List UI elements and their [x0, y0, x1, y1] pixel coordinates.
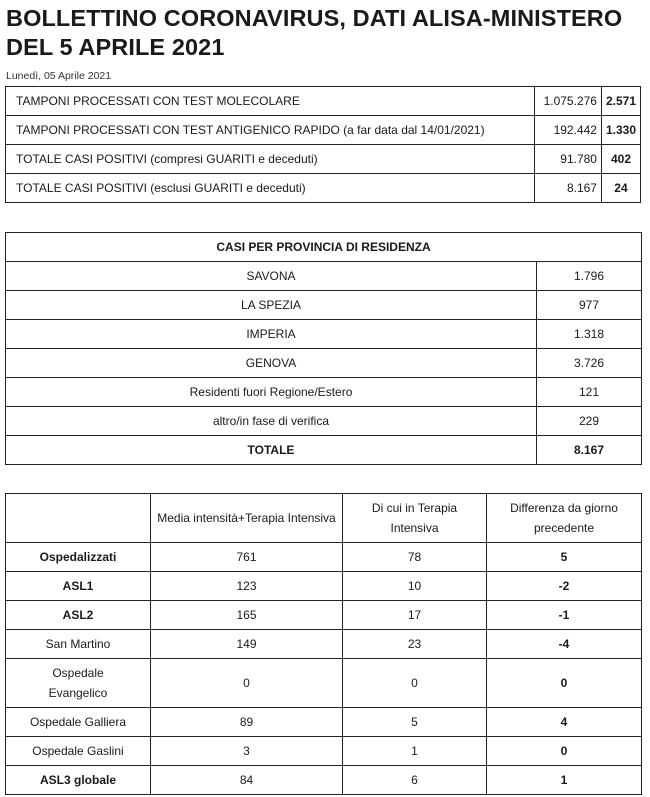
- province-row: [6, 291, 642, 320]
- hospital-name: Ospedalizzati: [6, 543, 151, 572]
- summary-diff: 24: [601, 174, 640, 203]
- page-title: BOLLETTINO CORONAVIRUS, DATI ALISA-MINISTERO DEL 5 APRILE 2021: [6, 5, 623, 60]
- province-header: CASI PER PROVINCIA DI RESIDENZA: [6, 233, 642, 262]
- province-value: 977: [537, 291, 642, 320]
- hospital-column-header: [6, 494, 151, 543]
- hospital-diff: 0: [487, 737, 642, 766]
- summary-label: TAMPONI PROCESSATI CON TEST MOLECOLARE: [6, 87, 535, 116]
- summary-diff: 1.330: [601, 116, 640, 145]
- hospital-diff: 5: [487, 543, 642, 572]
- province-value: 3.726: [537, 349, 642, 378]
- hospital-table: [5, 493, 642, 795]
- hospital-row: [6, 766, 642, 795]
- summary-row: [6, 174, 641, 203]
- hospital-name: Ospedale Galliera: [6, 708, 151, 737]
- hospital-column-header: Differenza da giorno precedente: [487, 494, 642, 543]
- hospital-row: [6, 737, 642, 766]
- summary-total: 8.167: [534, 174, 601, 203]
- hospital-ti: 0: [343, 659, 487, 708]
- hospital-media: 123: [151, 572, 343, 601]
- hospital-name: ASL3 globale: [6, 766, 151, 795]
- hospital-ti: 23: [343, 630, 487, 659]
- province-row: [6, 349, 642, 378]
- hospital-row: [6, 601, 642, 630]
- hospital-media: 89: [151, 708, 343, 737]
- hospital-header-row: [6, 494, 642, 543]
- summary-diff: 2.571: [601, 87, 640, 116]
- summary-total: 91.780: [534, 145, 601, 174]
- province-value: 1.796: [537, 262, 642, 291]
- summary-label: TAMPONI PROCESSATI CON TEST ANTIGENICO RAPIDO (a far data dal 14/01/2021): [6, 116, 535, 145]
- hospital-row: [6, 708, 642, 737]
- summary-row: [6, 145, 641, 174]
- province-row: [6, 320, 642, 349]
- hospital-row: [6, 543, 642, 572]
- hospital-name: ASL1: [6, 572, 151, 601]
- province-row: [6, 407, 642, 436]
- hospital-diff: 1: [487, 766, 642, 795]
- summary-label: TOTALE CASI POSITIVI (esclusi GUARITI e deceduti): [6, 174, 535, 203]
- hospital-diff: -4: [487, 630, 642, 659]
- province-name: SAVONA: [6, 262, 537, 291]
- province-value: 1.318: [537, 320, 642, 349]
- summary-diff: 402: [601, 145, 640, 174]
- hospital-name: ASL2: [6, 601, 151, 630]
- publish-date: Lunedì, 05 Aprile 2021: [6, 70, 112, 82]
- hospital-column-header: Media intensità+Terapia Intensiva: [151, 494, 343, 543]
- hospital-media: 3: [151, 737, 343, 766]
- province-total-label: TOTALE: [6, 436, 537, 465]
- hospital-media: 0: [151, 659, 343, 708]
- province-value: 121: [537, 378, 642, 407]
- province-total-value: 8.167: [537, 436, 642, 465]
- hospital-media: 165: [151, 601, 343, 630]
- province-name: IMPERIA: [6, 320, 537, 349]
- province-row: [6, 378, 642, 407]
- hospital-name: San Martino: [6, 630, 151, 659]
- hospital-media: 761: [151, 543, 343, 572]
- province-name: altro/in fase di verifica: [6, 407, 537, 436]
- hospital-name: Ospedale Evangelico: [6, 659, 151, 708]
- province-table: [5, 232, 642, 465]
- province-row: [6, 262, 642, 291]
- summary-row: [6, 116, 641, 145]
- province-value: 229: [537, 407, 642, 436]
- hospital-ti: 6: [343, 766, 487, 795]
- hospital-diff: -2: [487, 572, 642, 601]
- province-header-row: [6, 233, 642, 262]
- summary-total: 192.442: [534, 116, 601, 145]
- hospital-ti: 10: [343, 572, 487, 601]
- hospital-row: [6, 659, 642, 708]
- hospital-name: Ospedale Gaslini: [6, 737, 151, 766]
- hospital-column-header: Di cui in Terapia Intensiva: [343, 494, 487, 543]
- summary-label: TOTALE CASI POSITIVI (compresi GUARITI e deceduti): [6, 145, 535, 174]
- hospital-ti: 78: [343, 543, 487, 572]
- hospital-row: [6, 630, 642, 659]
- hospital-diff: 4: [487, 708, 642, 737]
- hospital-row: [6, 572, 642, 601]
- hospital-media: 149: [151, 630, 343, 659]
- hospital-ti: 1: [343, 737, 487, 766]
- hospital-ti: 5: [343, 708, 487, 737]
- province-name: LA SPEZIA: [6, 291, 537, 320]
- province-total-row: [6, 436, 642, 465]
- summary-table: [5, 86, 641, 203]
- summary-row: [6, 87, 641, 116]
- province-name: Residenti fuori Regione/Estero: [6, 378, 537, 407]
- summary-total: 1.075.276: [534, 87, 601, 116]
- hospital-media: 84: [151, 766, 343, 795]
- hospital-ti: 17: [343, 601, 487, 630]
- hospital-diff: 0: [487, 659, 642, 708]
- hospital-diff: -1: [487, 601, 642, 630]
- province-name: GENOVA: [6, 349, 537, 378]
